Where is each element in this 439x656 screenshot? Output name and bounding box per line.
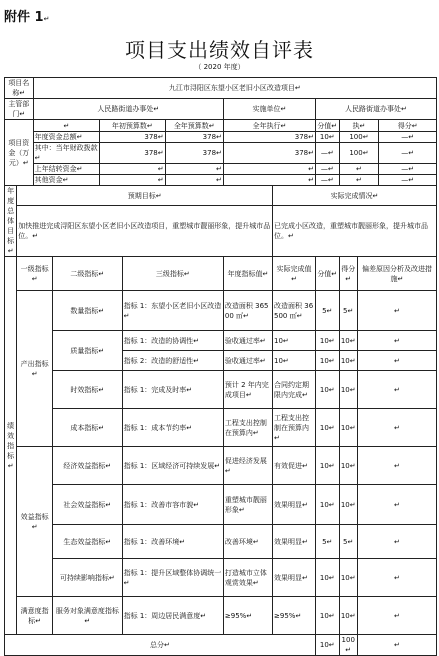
indicator-got: 5↵ — [339, 525, 357, 559]
indicator-got: 10↵ — [339, 409, 357, 447]
funds-row-initial: ↵ — [100, 175, 165, 186]
indicator-target: 改善环境↵ — [223, 525, 272, 559]
indicator-actual: 效果明显↵ — [273, 485, 316, 525]
indicator-actual: 效果明显↵ — [273, 525, 316, 559]
indicator-score: 10↵ — [315, 371, 339, 409]
funds-row-score: —↵ — [315, 175, 339, 186]
funds-row-got: —↵ — [379, 175, 437, 186]
indicator-level1: 产出指标↵ — [17, 291, 53, 447]
indicator-got: 10↵ — [339, 485, 357, 525]
impl-value: 人民路街道办事处↵ — [315, 99, 436, 120]
indicator-level2: 成本指标↵ — [53, 409, 123, 447]
indicator-reason: ↵ — [357, 559, 436, 597]
year-note: （ 2020 年度） — [194, 63, 245, 71]
goals-actual-text: 已完成小区改造，重塑城市靓丽形象，提升城市品位。↵ — [273, 206, 437, 257]
indicator-got: 10↵ — [339, 447, 357, 485]
indicator-target: 预计 2 年内完成项目↵ — [223, 371, 272, 409]
funds-row-label: 其他资金↵ — [33, 175, 100, 186]
funds-col-annual: 全年预算数↵ — [165, 120, 223, 132]
indicator-level2: 可持续影响指标↵ — [53, 559, 123, 597]
indicator-level1: 效益指标↵ — [17, 447, 53, 597]
col-actual: 实际完成值↵ — [273, 257, 316, 291]
col-target: 年度指标值↵ — [223, 257, 272, 291]
funds-header-blank: ↵ — [33, 120, 100, 132]
funds-row-executed: ↵ — [223, 164, 315, 175]
funds-row-score: 10↵ — [315, 132, 339, 143]
funds-col-initial: 年初预算数↵ — [100, 120, 165, 132]
indicator-got: 5↵ — [339, 291, 357, 331]
col-level1: 一级指标↵ — [17, 257, 53, 291]
indicator-level2: 质量指标↵ — [53, 331, 123, 371]
col-score: 分值↵ — [315, 257, 339, 291]
indicator-score: 5↵ — [315, 291, 339, 331]
total-label: 总分↵ — [5, 635, 316, 656]
funds-row-got: —↵ — [379, 143, 437, 164]
form-title: 项目支出绩效自评表 — [125, 38, 314, 62]
funds-row-rate: 100↵ — [339, 143, 379, 164]
funds-row-initial: ↵ — [100, 164, 165, 175]
indicator-score: 10↵ — [315, 351, 339, 371]
indicator-actual: 10↵ — [273, 331, 316, 351]
indicator-level2: 时效指标↵ — [53, 371, 123, 409]
indicator-score: 10↵ — [315, 331, 339, 351]
indicator-target: 验收通过率↵ — [223, 331, 272, 351]
indicator-level3: 指标 1：完成及时率↵ — [122, 371, 223, 409]
goals-expected-text: 加快推进完成浔阳区东望小区老旧小区改造项目，重塑城市靓丽形象，提升城市品位。↵ — [17, 206, 273, 257]
funds-col-score: 分值↵ — [317, 121, 338, 130]
indicator-actual: 有效促进↵ — [273, 447, 316, 485]
indicator-level3: 指标 2：改造的舒适性↵ — [122, 351, 223, 371]
funds-row-executed: 378↵ — [223, 132, 315, 143]
funds-row-label: 其中：当年财政拨款↵ — [34, 144, 98, 162]
impl-label: 实施单位↵ — [223, 99, 315, 120]
funds-row-score: —↵ — [315, 143, 339, 164]
indicator-level3: 指标 1：东望小区老旧小区改造↵ — [122, 291, 223, 331]
indicator-level3: 指标 1：周边居民满意度↵ — [122, 597, 223, 635]
evaluation-table — [4, 77, 437, 656]
indicator-actual: 工程支出控制在预算内↵ — [273, 409, 316, 447]
indicator-level3: 指标 1：成本节约率↵ — [122, 409, 223, 447]
indicator-actual: 10↵ — [273, 351, 316, 371]
funds-row-annual: 378↵ — [165, 132, 223, 143]
indicator-level3: 指标 1：改造的协调性↵ — [122, 331, 223, 351]
funds-row-rate: ↵ — [339, 175, 379, 186]
funds-section-label: 项目资金（万元）↵ — [5, 120, 34, 186]
indicator-actual: 合同约定期限内完成↵ — [273, 371, 316, 409]
funds-row-executed: ↵ — [223, 175, 315, 186]
indicator-got: 10↵ — [339, 371, 357, 409]
funds-col-rate: 执↵ — [339, 120, 379, 132]
indicator-reason: ↵ — [357, 597, 436, 635]
indicator-level2: 数量指标↵ — [53, 291, 123, 331]
indicator-level3: 指标 1：改善市容市貌↵ — [122, 485, 223, 525]
indicator-actual: ≥95%↵ — [273, 597, 316, 635]
total-score: 10↵ — [315, 635, 339, 656]
funds-row-label: 上年结转资金↵ — [33, 164, 100, 175]
funds-row-rate: 100↵ — [339, 132, 379, 143]
indicator-reason: ↵ — [357, 291, 436, 331]
indicator-reason: ↵ — [357, 409, 436, 447]
indicator-score: 10↵ — [315, 597, 339, 635]
total-got: 100↵ — [339, 635, 357, 656]
funds-row-score: —↵ — [315, 164, 339, 175]
indicator-score: 10↵ — [315, 447, 339, 485]
indicator-actual: 改造面积 36500 ㎡↵ — [273, 291, 316, 331]
indicator-score: 5↵ — [315, 525, 339, 559]
indicator-level2: 服务对象满意度指标↵ — [53, 597, 123, 635]
indicator-got: 10↵ — [339, 597, 357, 635]
indicator-level3: 指标 1：区域经济可持续发展↵ — [122, 447, 223, 485]
indicator-level2: 经济效益指标↵ — [53, 447, 123, 485]
indicator-level2: 社会效益指标↵ — [53, 485, 123, 525]
funds-row-initial: 378↵ — [100, 143, 165, 164]
goals-section-label: 年度总体目标↵ — [5, 186, 17, 257]
goals-actual-header: 实际完成情况↵ — [273, 186, 437, 206]
indicator-score: 10↵ — [315, 559, 339, 597]
attachment-label: 附件 1↵ — [4, 10, 50, 25]
project-name-label: 项目名称↵ — [5, 78, 34, 99]
indicator-reason: ↵ — [357, 485, 436, 525]
indicator-score: 10↵ — [315, 409, 339, 447]
col-got: 得分↵ — [339, 257, 357, 291]
indicator-target: 打造城市立体观赏效果↵ — [223, 559, 272, 597]
funds-row-annual: ↵ — [165, 164, 223, 175]
indicator-got: 10↵ — [339, 351, 357, 371]
goals-expected-header: 预期目标↵ — [17, 186, 273, 206]
indicator-target: ≥95%↵ — [223, 597, 272, 635]
indicator-reason: ↵ — [357, 351, 436, 371]
funds-col-got: 得分↵ — [379, 120, 437, 132]
funds-row-executed: 378↵ — [223, 143, 315, 164]
indicator-reason: ↵ — [357, 371, 436, 409]
funds-row-label: 年度资金总额↵ — [33, 132, 100, 143]
col-reason: 偏差原因分析及改进措施↵ — [357, 257, 436, 291]
indicator-target: 工程支出控制在预算内↵ — [223, 409, 272, 447]
funds-row-rate: ↵ — [339, 164, 379, 175]
col-level2: 二级指标↵ — [53, 257, 123, 291]
indicator-got: 10↵ — [339, 331, 357, 351]
indicators-section-label: 绩效指标↵ — [5, 257, 17, 635]
funds-row-got: —↵ — [379, 132, 437, 143]
indicator-reason: ↵ — [357, 525, 436, 559]
indicator-level1: 满意度指标↵ — [17, 597, 53, 635]
indicator-target: 促进经济发展↵ — [223, 447, 272, 485]
total-reason: ↵ — [357, 635, 436, 656]
indicator-score: 10↵ — [315, 485, 339, 525]
project-name-value: 九江市浔阳区东望小区老旧小区改造项目↵ — [33, 78, 436, 99]
indicator-level2: 生态效益指标↵ — [53, 525, 123, 559]
indicator-target: 重塑城市靓丽形象↵ — [223, 485, 272, 525]
indicator-reason: ↵ — [357, 331, 436, 351]
indicator-reason: ↵ — [357, 447, 436, 485]
funds-row-got: —↵ — [379, 164, 437, 175]
funds-row-initial: 378↵ — [100, 132, 165, 143]
col-level3: 三级指标↵ — [122, 257, 223, 291]
indicator-target: 改造面积 36500 ㎡↵ — [223, 291, 272, 331]
indicator-level3: 指标 1：提升区域整体协调统一↵ — [122, 559, 223, 597]
indicator-level3: 指标 1：改善环境↵ — [122, 525, 223, 559]
indicator-got: 10↵ — [339, 559, 357, 597]
funds-row-annual: 378↵ — [165, 143, 223, 164]
funds-row-annual: ↵ — [165, 175, 223, 186]
dept-value: 人民路街道办事处↵ — [33, 99, 223, 120]
dept-label: 主管部门↵ — [5, 99, 34, 120]
indicator-actual: 效果明显↵ — [273, 559, 316, 597]
indicator-target: 验收通过率↵ — [223, 351, 272, 371]
funds-col-executed: 全年执行↵ — [223, 120, 315, 132]
